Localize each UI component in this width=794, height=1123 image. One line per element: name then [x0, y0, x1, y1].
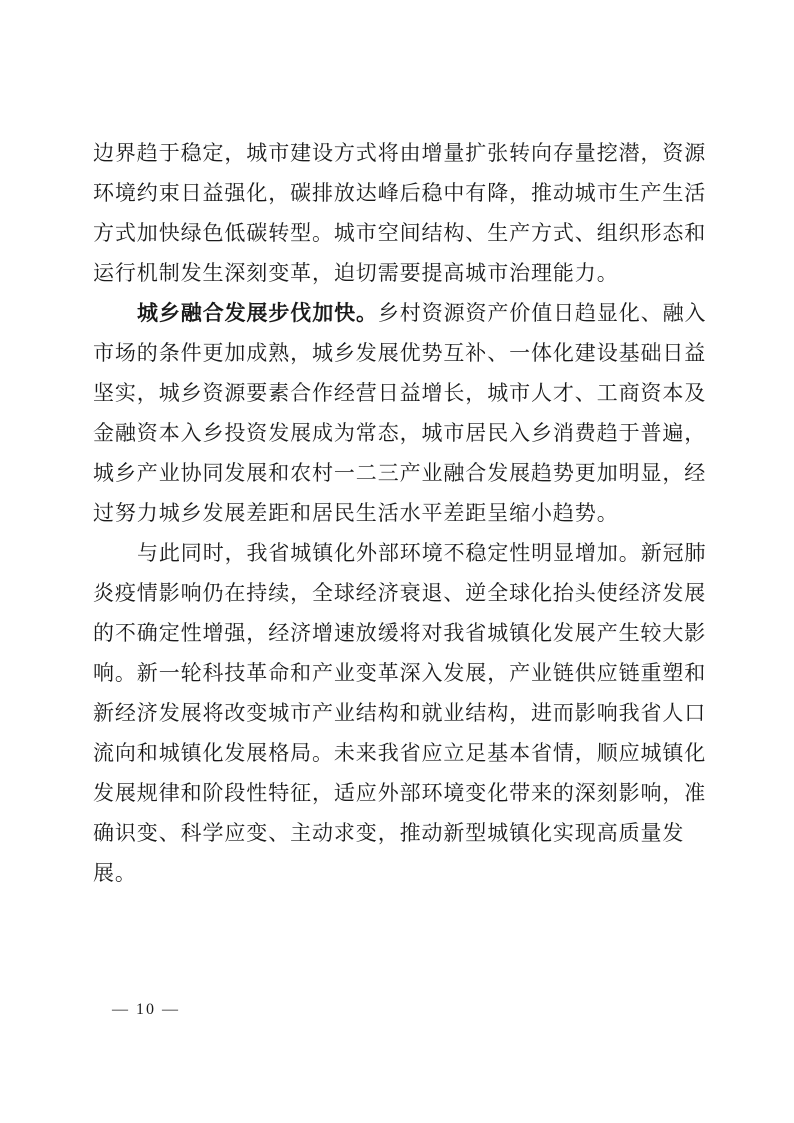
text-line: 市场的条件更加成熟，城乡发展优势互补、一体化建设基础日益: [93, 341, 707, 365]
page-number: — 10 —: [112, 1001, 180, 1018]
text-line: 展。: [93, 861, 137, 885]
text-line: 过努力城乡发展差距和居民生活水平差距呈缩小趋势。: [93, 501, 619, 525]
document-body: [93, 133, 709, 893]
text-line: 流向和城镇化发展格局。未来我省应立足基本省情，顺应城镇化: [93, 741, 707, 765]
text-line: 城乡产业协同发展和农村一二三产业融合发展趋势更加明显，经: [93, 461, 707, 485]
text-line: 新经济发展将改变城市产业结构和就业结构，进而影响我省人口: [93, 701, 707, 725]
text-line: 坚实，城乡资源要素合作经营日益增长，城市人才、工商资本及: [93, 381, 707, 405]
text-run: 乡村资源资产价值日趋显化、融入: [377, 301, 707, 325]
text-line: 确识变、科学应变、主动求变，推动新型城镇化实现高质量发: [93, 821, 685, 845]
text-line: 方式加快绿色低碳转型。城市空间结构、生产方式、组织形态和: [93, 221, 707, 245]
text-line: 金融资本入乡投资发展成为常态，城市居民入乡消费趋于普遍，: [93, 421, 707, 445]
text-line: 运行机制发生深刻变革，迫切需要提高城市治理能力。: [93, 261, 619, 285]
text-line: 与此同时，我省城镇化外部环境不稳定性明显增加。新冠肺: [137, 541, 707, 565]
text-line: [93, 293, 709, 333]
text-line: 的不确定性增强，经济增速放缓将对我省城镇化发展产生较大影: [93, 621, 707, 645]
text-line: 发展规律和阶段性特征，适应外部环境变化带来的深刻影响，准: [93, 781, 707, 805]
text-line: 边界趋于稳定，城市建设方式将由增量扩张转向存量挖潜，资源: [93, 141, 707, 165]
text-line: 炎疫情影响仍在持续，全球经济衰退、逆全球化抬头使经济发展: [93, 581, 707, 605]
paragraph-lead: 城乡融合发展步伐加快。: [137, 302, 378, 325]
text-line: 响。新一轮科技革命和产业变革深入发展，产业链供应链重塑和: [93, 661, 707, 685]
text-line: 环境约束日益强化，碳排放达峰后稳中有降，推动城市生产生活: [93, 181, 707, 205]
